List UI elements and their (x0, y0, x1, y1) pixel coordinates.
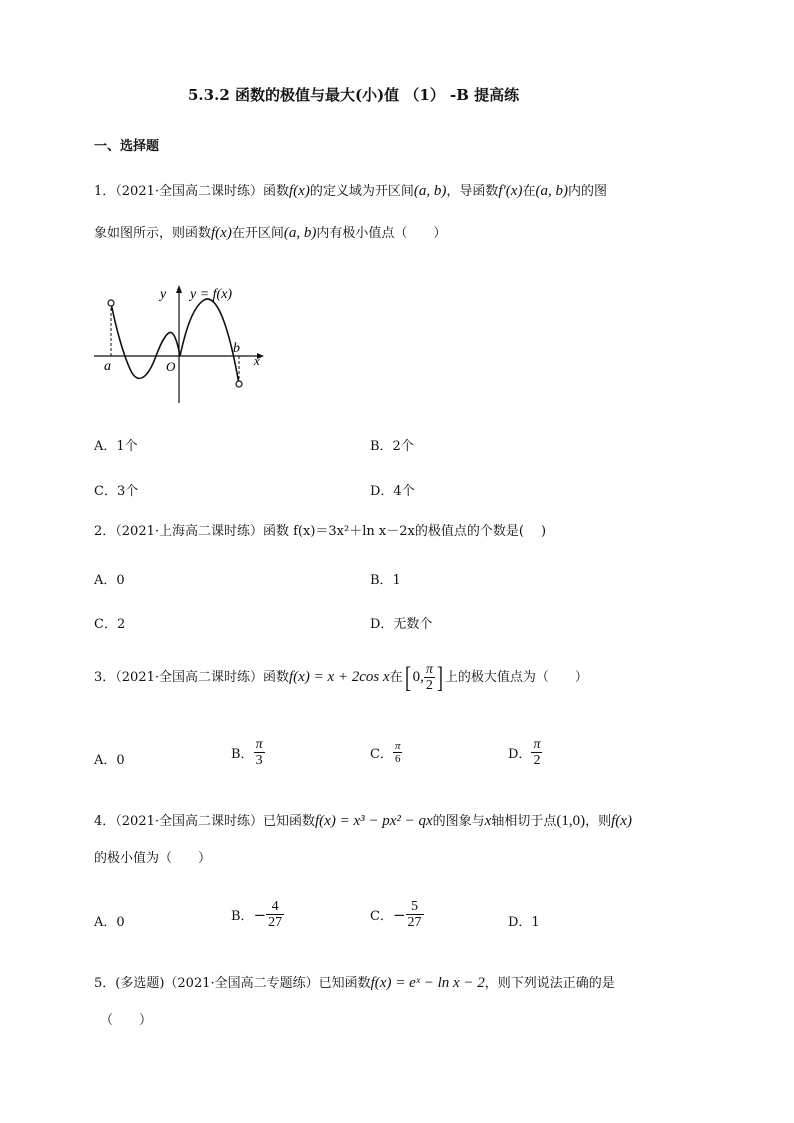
q1-text-d: 在 (522, 184, 536, 199)
q3-suffix: 上的极大值点为（ ） (444, 670, 588, 686)
question-4-line-1 (94, 814, 632, 829)
q4-option-a[interactable]: A．0 (94, 915, 125, 930)
frac-num: π (533, 737, 541, 752)
question-1-line-2 (94, 226, 446, 241)
q2-option-d[interactable]: D．无数个 (370, 617, 433, 632)
frac-den: 6 (394, 753, 401, 766)
q4-mid2: 轴相切于点 (491, 814, 557, 829)
q4-point: (1,0) (556, 813, 586, 829)
q4-mid3: ，则 (585, 814, 612, 829)
q1-option-c[interactable]: C．3个 (94, 484, 139, 499)
q4-option-d[interactable]: D．1 (508, 915, 540, 930)
q1-fx: f(x) (289, 183, 310, 199)
q4-xaxis: x (484, 813, 492, 829)
q2-option-b[interactable]: B．1 (370, 573, 401, 588)
q1-text-a: 1．（2021·全国高二课时练）函数 (94, 184, 289, 199)
q3-option-d-label: D． (508, 747, 532, 763)
q2-option-a[interactable]: A．0 (94, 573, 125, 588)
frac-den: 3 (255, 753, 263, 769)
frac-num: 4 (271, 899, 279, 914)
q1-interval-3: (a, b) (283, 225, 317, 241)
b-label: b (233, 341, 240, 356)
derivative-graph (94, 278, 274, 408)
q4-option-b-label: B． (231, 909, 254, 925)
q4-prefix: 4．（2021·全国高二课时练）已知函数 (94, 814, 315, 829)
y-label: y (160, 287, 167, 302)
q4-fx: f(x) (611, 813, 632, 829)
question-3 (94, 662, 588, 694)
q3-option-d[interactable] (508, 737, 542, 769)
q4-option-c-label: C． (370, 909, 393, 925)
section-header: 一、选择题 (94, 139, 160, 154)
endpoint-a (108, 300, 114, 306)
a-label: a (104, 359, 111, 374)
q3-option-d-frac (531, 737, 542, 769)
q1-text-2c: 内有极小值点（ ） (316, 226, 447, 241)
q1-option-d[interactable]: D．4个 (370, 484, 415, 499)
question-1-line-1 (94, 184, 607, 199)
q1-text-e: 内的图 (567, 184, 607, 199)
curve-label: y = f(x) (190, 287, 233, 302)
page-title: 5.3.2 函数的极值与最大(小)值 （1） -B 提高练 (188, 86, 520, 104)
q3-option-b-label: B． (231, 747, 254, 763)
q1-fprime: f′(x) (498, 183, 523, 199)
q4-option-c[interactable] (370, 899, 424, 931)
y-axis-arrow (176, 285, 182, 293)
question-5-line-1 (94, 976, 615, 991)
frac-num: π (255, 737, 263, 752)
endpoint-b (236, 381, 242, 387)
q5-func: f(x) = eˣ − ln x − 2 (370, 975, 485, 991)
q3-prefix: 3．（2021·全国高二课时练）函数 (94, 670, 289, 686)
q1-interval-2: (a, b) (535, 183, 568, 199)
q1-interval: (a, b) (413, 183, 447, 199)
q3-option-c-label: C． (370, 747, 393, 763)
frac-num: π (425, 662, 433, 677)
q3-func: f(x) = x + 2cos x (289, 669, 390, 686)
q4-option-c-frac (406, 899, 424, 931)
q3-option-b-frac (254, 737, 265, 769)
right-bracket: ] (436, 660, 443, 694)
q1-option-a[interactable]: A．1个 (94, 439, 138, 454)
q4-option-b[interactable] (231, 899, 284, 931)
q4-mid1: 的图象与 (432, 814, 485, 829)
q4-func: f(x) = x³ − px² − qx (315, 813, 433, 829)
question-5-line-2: （ ） (100, 1013, 153, 1028)
x-label: x (254, 353, 260, 368)
origin-label: O (166, 359, 176, 374)
frac-den: 27 (407, 915, 422, 931)
left-bracket: [ (404, 660, 411, 694)
q1-option-b[interactable]: B．2个 (370, 439, 414, 454)
q2-option-c[interactable]: C．2 (94, 617, 126, 632)
q1-text-2a: 象如图所示，则函数 (94, 226, 212, 241)
q5-prefix: 5．(多选题)（2021·全国高二专题练）已知函数 (94, 976, 371, 991)
q3-option-a[interactable]: A．0 (94, 753, 125, 768)
q1-text-c: ，导函数 (446, 184, 499, 199)
q1-fx-2: f(x) (211, 225, 232, 241)
q1-text-b: 的定义域为开区间 (309, 184, 414, 199)
q1-text-2b: 在开区间 (231, 226, 284, 241)
q3-option-c[interactable] (370, 740, 402, 765)
q3-interval-frac (424, 662, 435, 694)
frac-den: 27 (268, 915, 283, 931)
q3-interval-left: 0, (412, 669, 424, 686)
q4-option-b-sign: − (253, 905, 267, 924)
frac-num: π (394, 740, 401, 752)
q3-option-b[interactable] (231, 737, 265, 769)
q5-suffix: ，则下列说法正确的是 (484, 976, 615, 991)
frac-den: 2 (533, 753, 541, 769)
q3-option-c-frac (393, 740, 403, 765)
q3-mid: 在 (389, 670, 403, 686)
question-4-line-2: 的极小值为（ ） (94, 851, 212, 866)
q4-option-c-sign: − (392, 905, 406, 924)
frac-den: 2 (425, 678, 433, 694)
question-2: 2．（2021·上海高二课时练）函数 f(x)＝3x²＋ln x－2x的极值点的个数是( ) (94, 524, 547, 539)
frac-num: 5 (411, 899, 419, 914)
q4-option-b-frac (266, 899, 284, 931)
